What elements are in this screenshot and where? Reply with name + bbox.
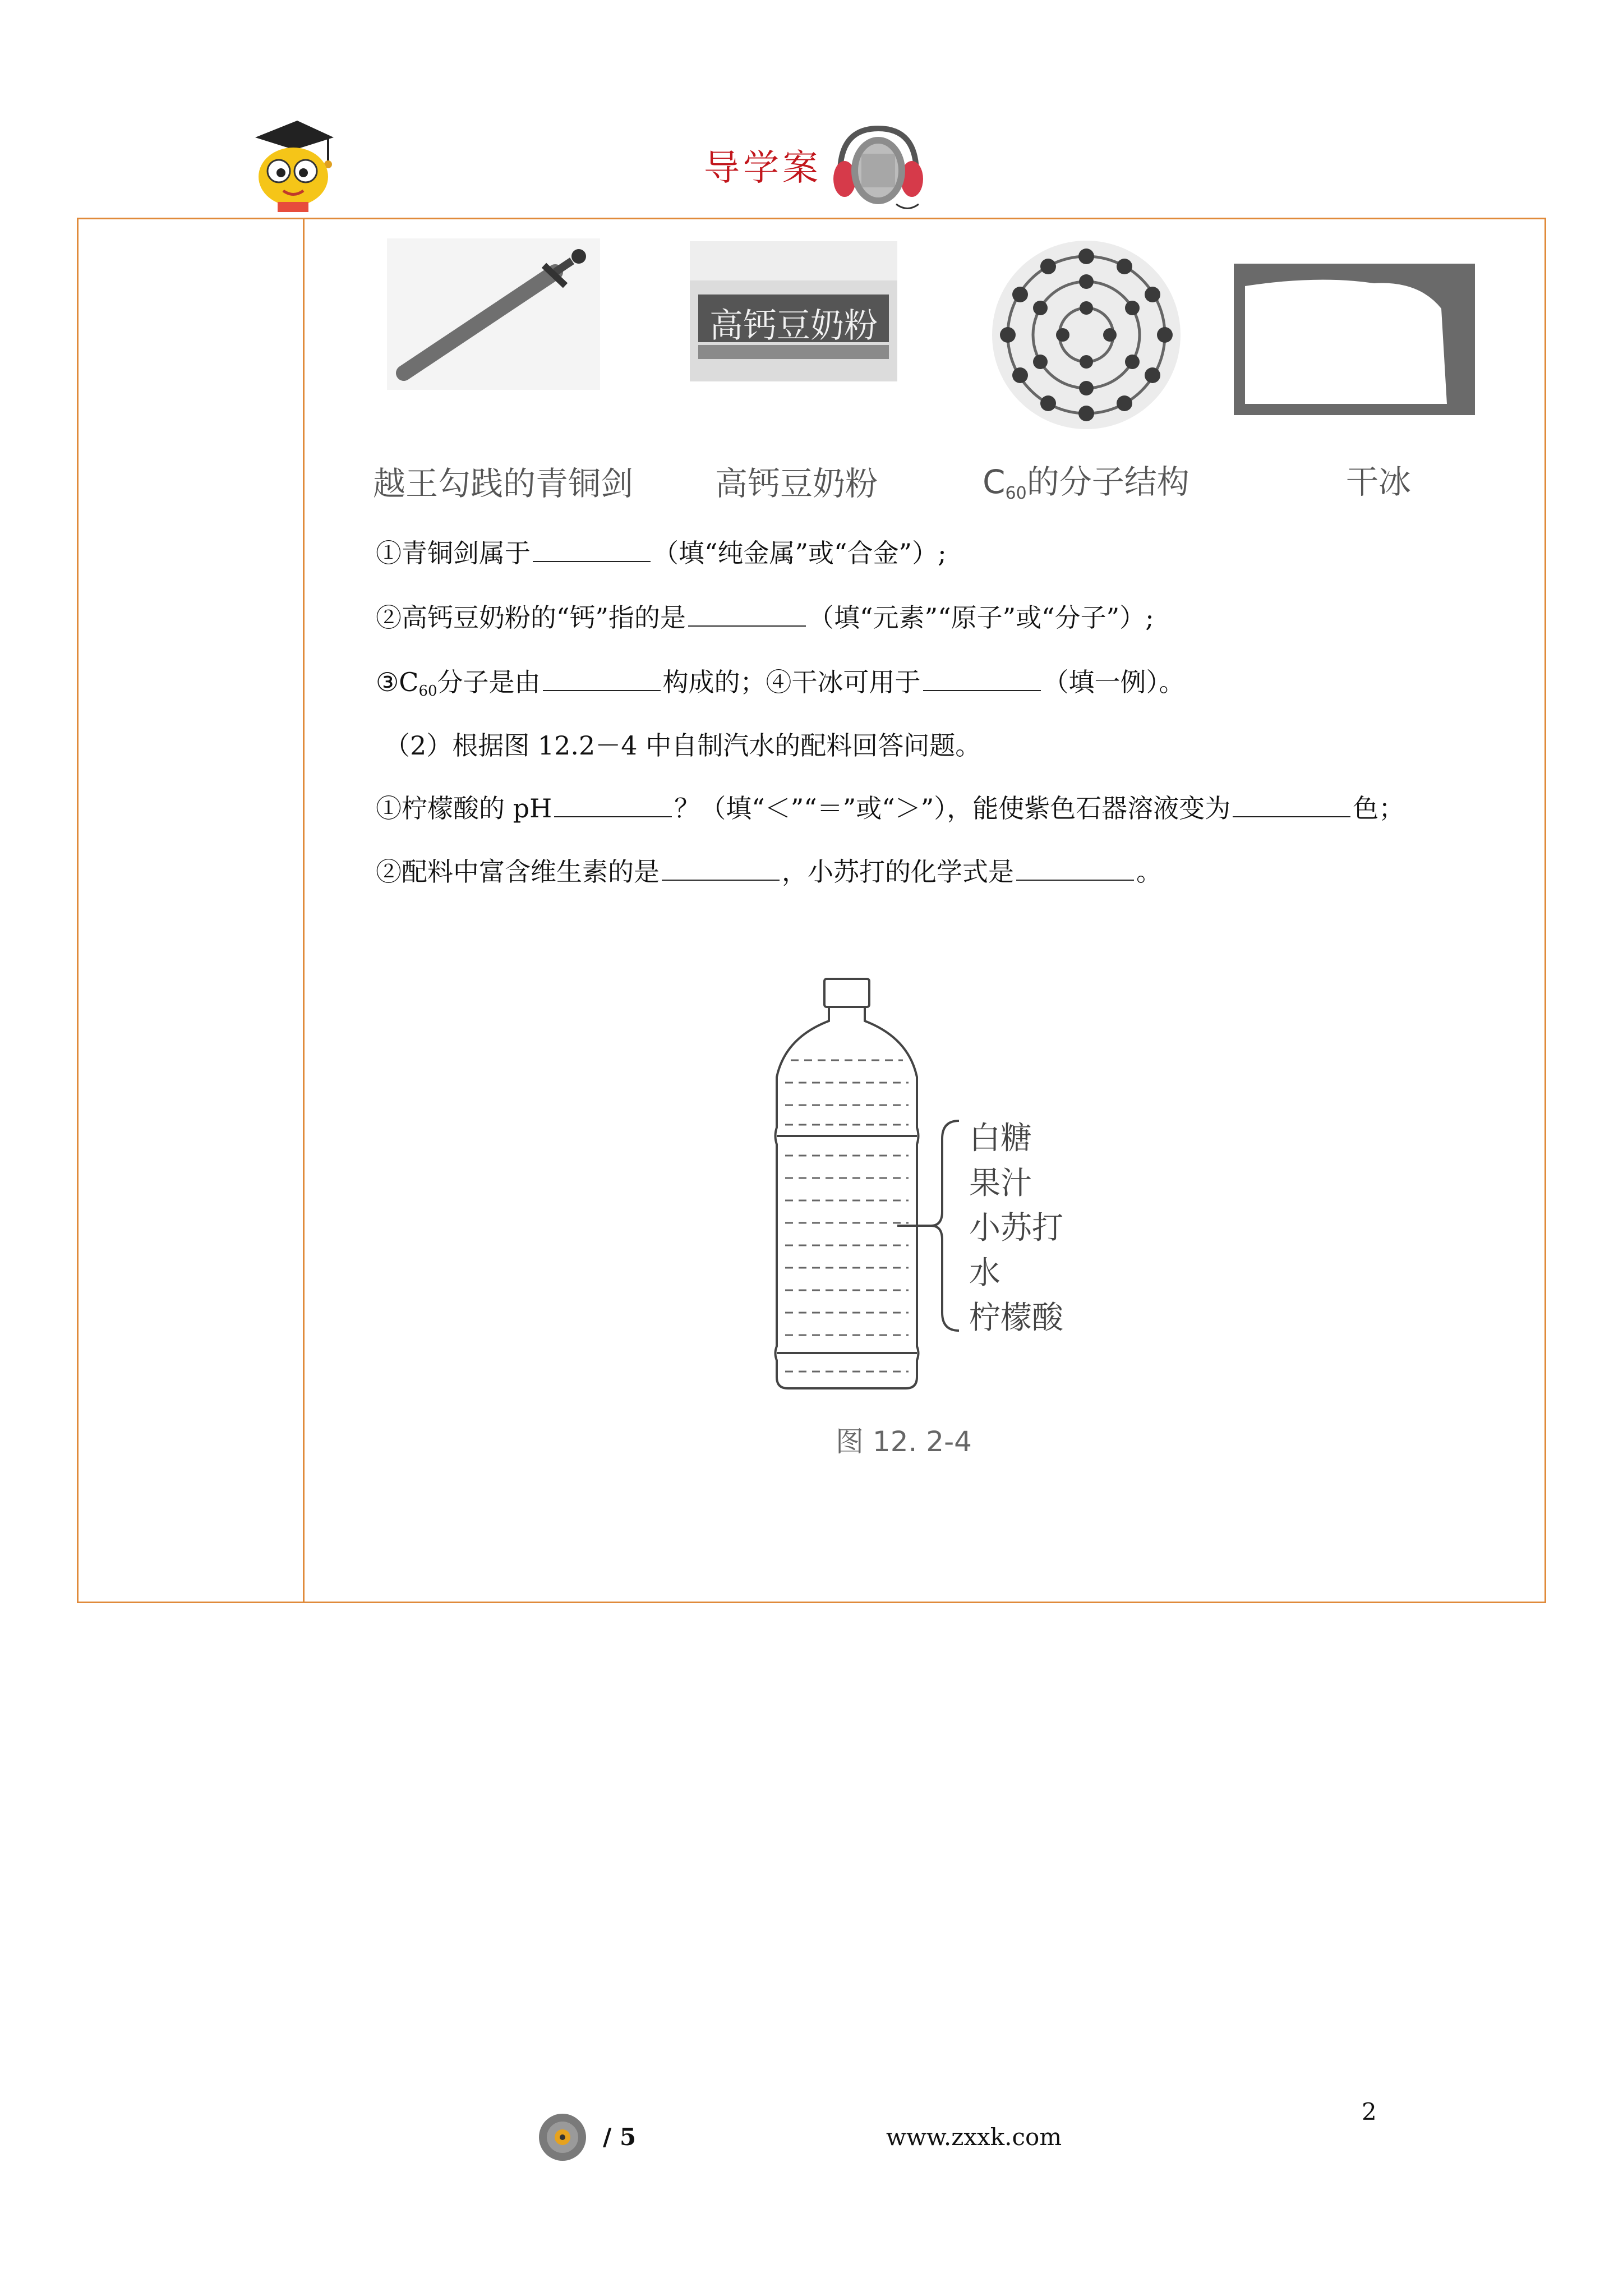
ingredient-baking-soda: 小苏打 xyxy=(969,1210,1063,1246)
music-shop-logo-icon xyxy=(829,120,927,215)
ingredient-brace xyxy=(897,1116,965,1335)
content-frame xyxy=(77,218,1546,1603)
question-line-1: ①青铜剑属于 （填“纯金属”或“合金”）; xyxy=(376,533,947,570)
answer-blank xyxy=(533,536,651,562)
answer-blank xyxy=(1233,792,1350,817)
frame-column-divider xyxy=(303,218,305,1603)
c60-molecule-image xyxy=(984,238,1189,432)
disc-icon xyxy=(537,2112,588,2162)
caption-bronze-sword: 越王勾践的青铜剑 xyxy=(373,464,634,503)
ingredient-water: 水 xyxy=(969,1255,1000,1291)
answer-blank xyxy=(1016,855,1134,881)
page-number: 2 xyxy=(1362,2098,1377,2125)
ingredient-citric-acid: 柠檬酸 xyxy=(969,1300,1063,1336)
milk-package-text: 高钙豆奶粉 xyxy=(709,306,878,346)
answer-blank xyxy=(662,855,780,881)
site-url[interactable]: www.zxxk.com xyxy=(886,2123,1062,2151)
figure-caption: 图 12. 2-4 xyxy=(836,1425,972,1458)
caption-soy-milk: 高钙豆奶粉 xyxy=(715,464,878,503)
caption-dry-ice: 干冰 xyxy=(1346,463,1412,501)
answer-blank xyxy=(554,792,672,817)
question-line-5: ①柠檬酸的 pH ？（填“＜”“＝”或“＞”），能使紫色石器溶液变为 色； xyxy=(376,788,1404,825)
ingredient-sugar: 白糖 xyxy=(969,1120,1032,1157)
question-line-3: $③C_{60}$分子是由 构成的；④干冰可用于 （填一例）。 xyxy=(376,662,1185,700)
page-total: / 5 xyxy=(603,2123,637,2151)
dry-ice-image xyxy=(1234,264,1475,415)
ingredient-juice: 果汁 xyxy=(969,1165,1032,1202)
question-line-6: ②配料中富含维生素的是 ，小苏打的化学式是 。 xyxy=(376,852,1162,889)
bronze-sword-image xyxy=(387,238,600,390)
question-line-4: （2）根据图 12.2－4 中自制汽水的配料回答问题。 xyxy=(384,730,981,761)
calcium-soy-milk-image xyxy=(690,241,897,381)
question-line-2: ②高钙豆奶粉的“钙”指的是 （填“元素”“原子”或“分子”）; xyxy=(376,597,1154,634)
mascot-logo-icon xyxy=(244,115,339,213)
answer-blank xyxy=(923,665,1041,691)
answer-blank xyxy=(543,665,661,691)
answer-blank xyxy=(688,601,806,627)
header-title: 导学案 xyxy=(704,148,822,189)
caption-c60: $C_{60}$的分子结构 xyxy=(983,463,1189,503)
